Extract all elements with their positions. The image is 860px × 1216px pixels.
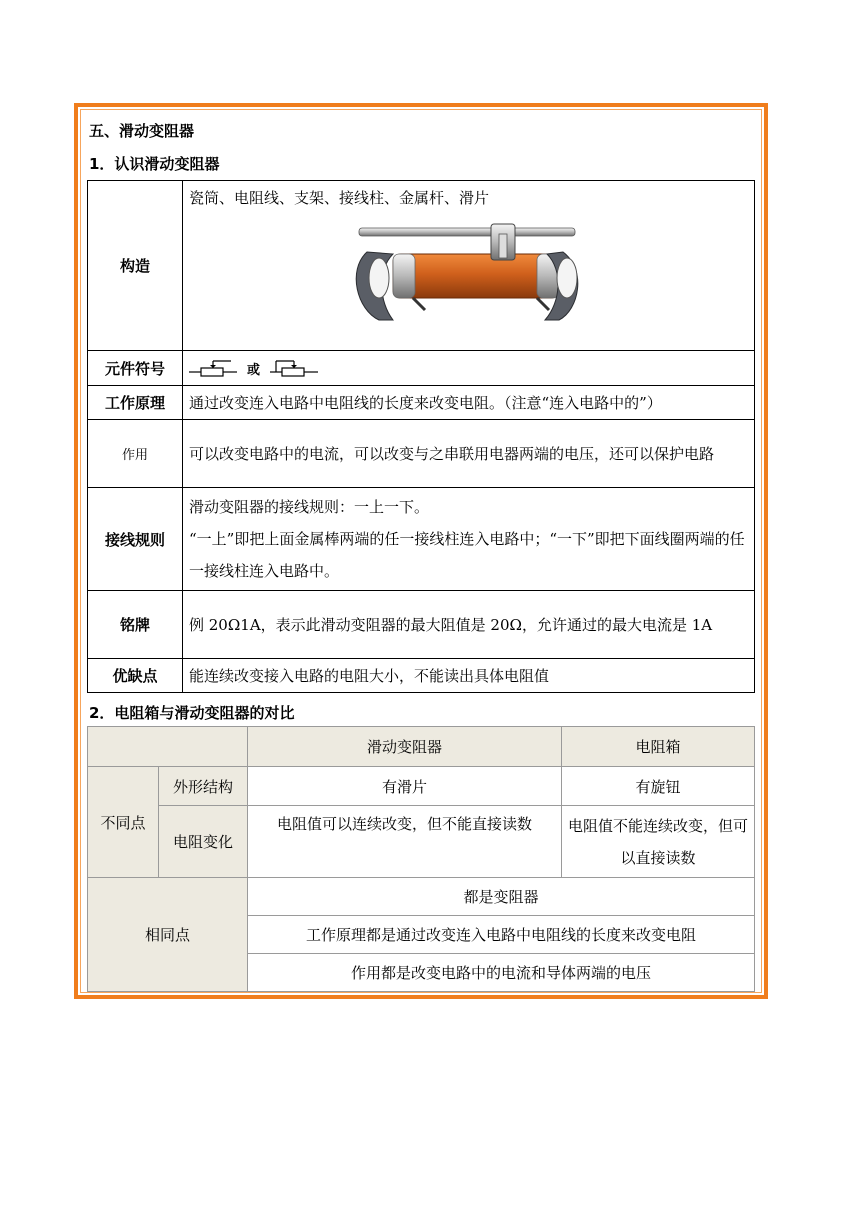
symbol-cell [183,351,755,386]
wiring-detail: “一上”即把上面金属棒两端的任一接线柱连入电路中；“一下”即把下面线圈两端的任一接线柱连入电路中。 [189,530,745,580]
table-row [88,659,755,693]
structure-text: 瓷筒、电阻线、支架、接线柱、金属杆、滑片 [189,189,490,207]
function-text: 可以改变电路中的电流，可以改变与之串联用电器两端的电压，还可以保护电路 [183,420,755,488]
same-item-2: 工作原理都是通过改变连入电路中电阻线的长度来改变电阻 [248,916,755,954]
table-row [88,727,755,767]
rheostat-symbol-alt-icon [270,358,318,378]
comparison-table [87,726,755,992]
table-row [88,351,755,386]
nameplate-text: 例 20Ω1A，表示此滑动变阻器的最大阻值是 20Ω，允许通过的最大电流是 1A [183,591,755,659]
rheostat-table [87,180,755,693]
table-row [88,591,755,659]
table-row [88,767,755,806]
structure-label: 构造 [88,181,183,351]
change-slide: 电阻值可以连续改变，但不能直接读数 [248,806,562,878]
subsection-title-1: 1．认识滑动变阻器 [89,155,220,173]
change-box: 电阻值不能连续改变，但可以直接读数 [562,806,755,878]
table-row [88,488,755,591]
header-resistance-box: 电阻箱 [562,727,755,767]
shape-label: 外形结构 [159,767,248,806]
pros-cons-text: 能连续改变接入电路的电阻大小，不能读出具体电阻值 [183,659,755,693]
same-item-3: 作用都是改变电路中的电流和导体两端的电压 [248,954,755,992]
change-label: 电阻变化 [159,806,248,878]
differences-label: 不同点 [88,767,159,878]
subsection-title-2: 2．电阻箱与滑动变阻器的对比 [89,704,295,722]
rheostat-symbol-icon [189,358,237,378]
same-label: 相同点 [88,878,248,992]
principle-label: 工作原理 [88,386,183,420]
table-row [88,420,755,488]
shape-box: 有旋钮 [562,767,755,806]
wiring-cell [183,488,755,591]
table-row [88,181,755,351]
symbol-label: 元件符号 [88,351,183,386]
wiring-label: 接线规则 [88,488,183,591]
table-row [88,878,755,916]
table-row [88,386,755,420]
same-item-1: 都是变阻器 [248,878,755,916]
shape-slide: 有滑片 [248,767,562,806]
structure-cell [183,181,755,351]
function-label: 作用 [88,420,183,488]
corner-cell [88,727,248,767]
nameplate-label: 铭牌 [88,591,183,659]
table-row [88,806,755,878]
rheostat-image [353,218,593,328]
header-slide-rheostat: 滑动变阻器 [248,727,562,767]
symbol-or: 或 [247,362,261,378]
principle-text: 通过改变连入电路中电阻线的长度来改变电阻。（注意“连入电路中的”） [183,386,755,420]
section-title: 五、滑动变阻器 [89,122,195,140]
pros-cons-label: 优缺点 [88,659,183,693]
wiring-rule: 滑动变阻器的接线规则：一上一下。 [189,498,430,516]
